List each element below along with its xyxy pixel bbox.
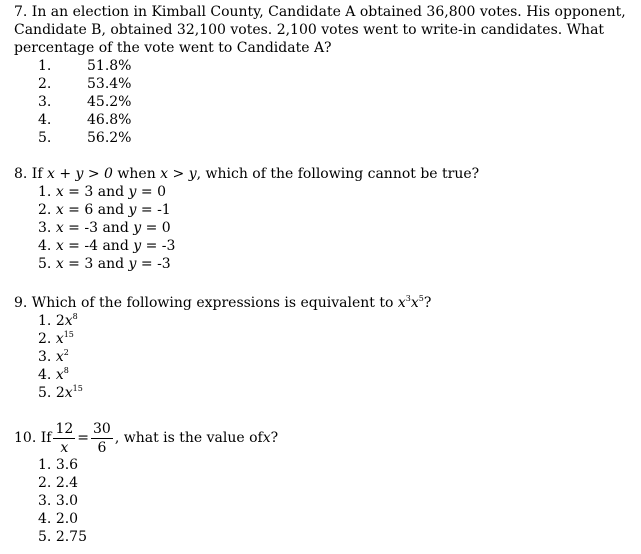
option[interactable]: 3. $x^2$ (38, 348, 69, 365)
question-10-stem: 10. If $\frac{12}{x}$ = $\frac{30}{6}$ , what is the value of x ? (14, 420, 279, 456)
question-7 (14, 3, 631, 147)
option[interactable]: 2. 2.4 (38, 475, 79, 491)
option[interactable]: 4. 2.0 (38, 511, 79, 527)
option[interactable]: 1. x = 3 and y = 0 (38, 184, 166, 200)
option[interactable]: 3. 45.2% (38, 94, 132, 110)
question-7-options (14, 57, 631, 147)
question-8-stem: 8. If x + y > 0 when x > y, which of the following cannot be true? (14, 166, 480, 182)
fraction-12-over-x: $\frac{12}{x}$ (55, 420, 74, 456)
option[interactable]: 1. 51.8% (38, 58, 132, 74)
option[interactable]: 3. 3.0 (38, 493, 79, 509)
option[interactable]: 2. $x^{15}$ (38, 330, 74, 347)
option[interactable]: 1. 3.6 (38, 457, 79, 473)
option[interactable]: 5. $2x^{15}$ (38, 384, 83, 401)
question-9-stem: 9. Which of the following expressions is equivalent to $x^3x^5$? (14, 294, 432, 311)
question-8 (14, 165, 631, 273)
option[interactable]: 5. 56.2% (38, 130, 132, 146)
option[interactable]: 2. 53.4% (38, 76, 132, 92)
option[interactable]: 4. $x^8$ (38, 366, 69, 383)
question-9 (14, 294, 631, 402)
option[interactable]: 5. x = 3 and y = -3 (38, 256, 171, 272)
option[interactable]: 4. x = -4 and y = -3 (38, 238, 176, 254)
question-10-options (14, 456, 631, 546)
question-9-options (14, 312, 631, 402)
question-10 (14, 418, 631, 546)
option[interactable]: 4. 46.8% (38, 112, 132, 128)
option[interactable]: 1. $2x^8$ (38, 312, 78, 329)
option[interactable]: 5. 2.75 (38, 529, 87, 545)
fraction-30-over-6: $\frac{30}{6}$ (93, 420, 111, 456)
question-8-options (14, 183, 631, 273)
option[interactable]: 2. x = 6 and y = -1 (38, 202, 171, 218)
question-7-stem: 7. In an election in Kimball County, Candidate A obtained 36,800 votes. His opponent, Candidate B, obtained 32,100 votes. 2,100 votes went to write-in candidates. What percentage of the vote went to Candidate A? (14, 4, 626, 56)
option[interactable]: 3. x = -3 and y = 0 (38, 220, 171, 236)
